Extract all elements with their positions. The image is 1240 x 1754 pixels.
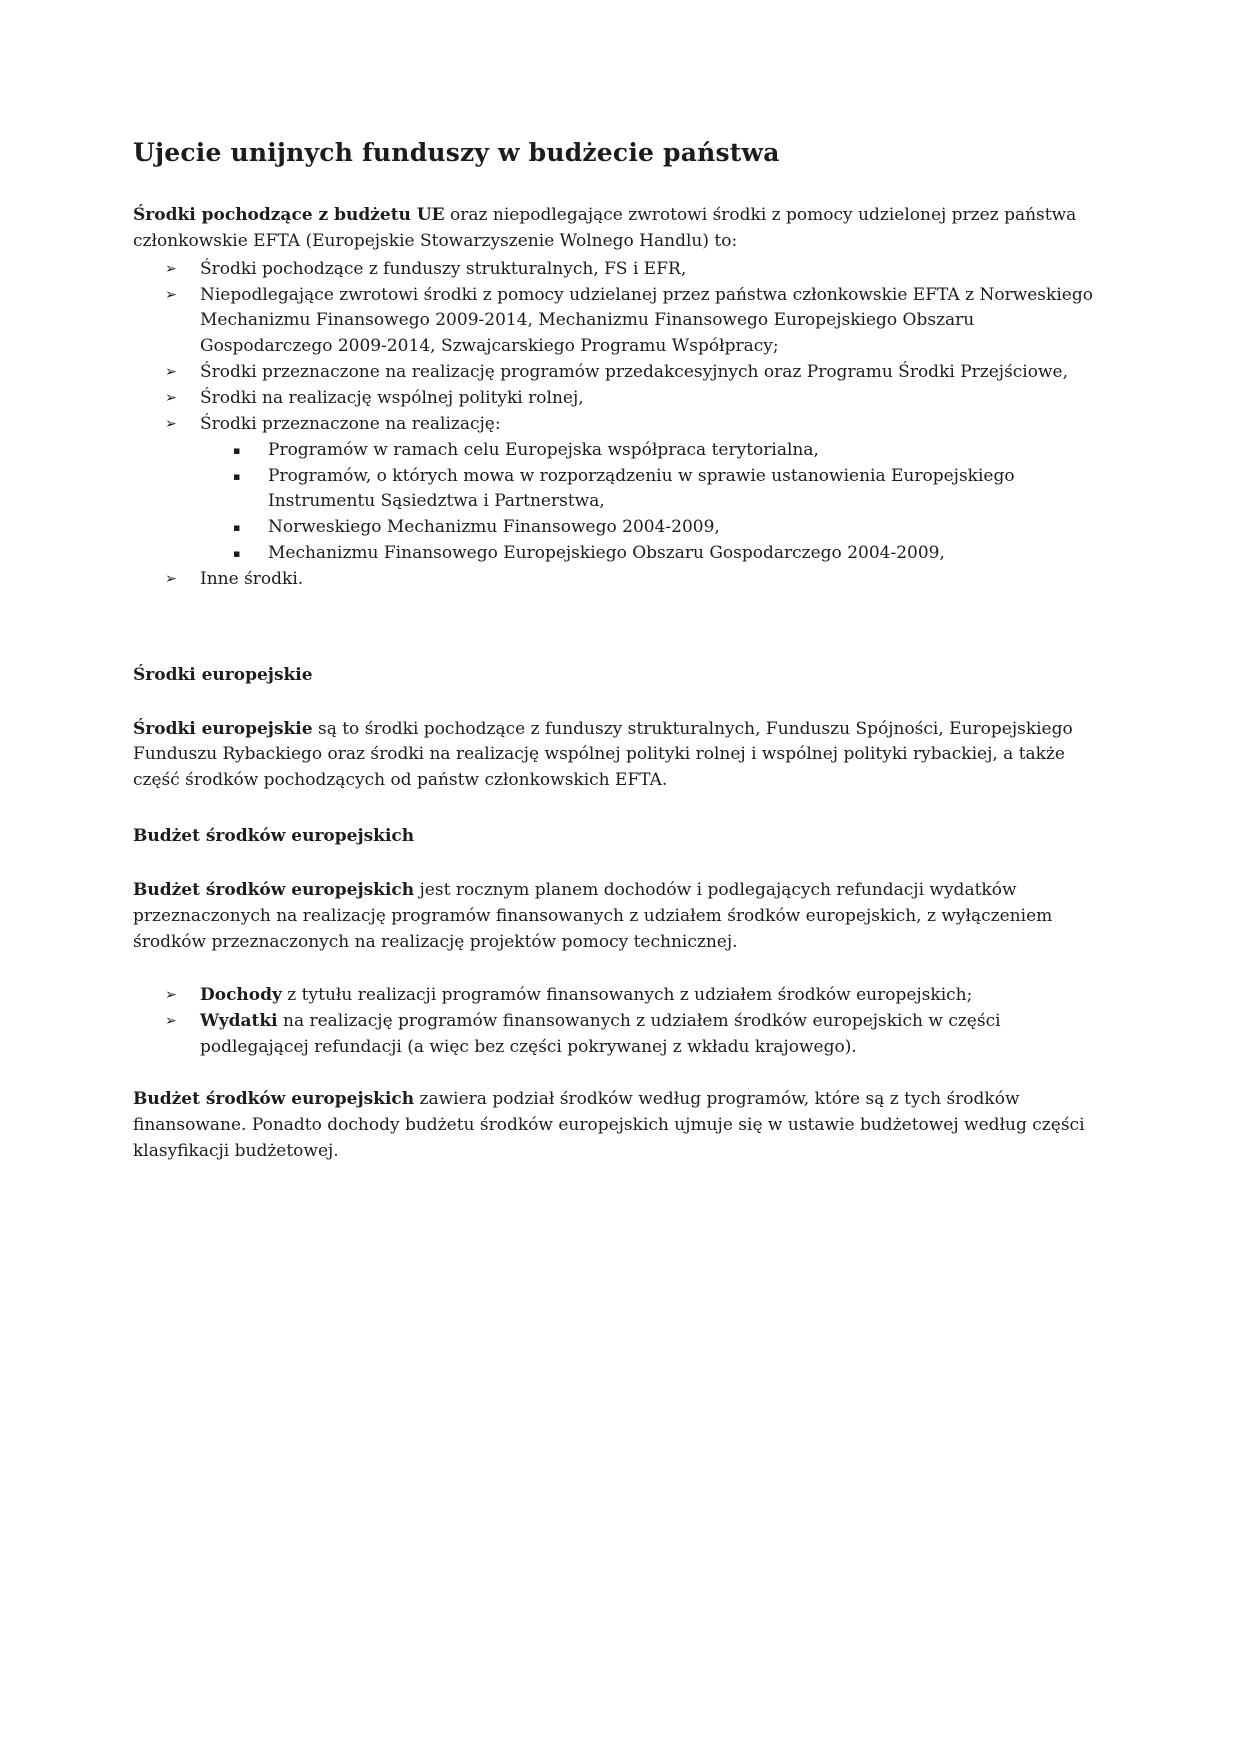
section-heading-srodki-europejskie: Środki europejskie xyxy=(133,664,313,685)
list-item-rest: z tytułu realizacji programów finansowanych z udziałem środków europejskich; xyxy=(281,985,973,1006)
arrow-bullet-icon: ➢ xyxy=(165,415,177,432)
bullet-list-secondary xyxy=(133,983,1107,1061)
list-item xyxy=(133,386,1107,412)
intro-paragraph-text: oraz niepodlegające zwrotowi środki z pomocy udzielonej przez państwa członkowskie EFTA (Europejskie Stowarzyszenie Wolnego Handlu) to: xyxy=(133,205,1077,251)
paragraph-spacer xyxy=(133,796,1107,824)
arrow-bullet-icon: ➢ xyxy=(165,260,177,277)
list-item-text: Inne środki. xyxy=(200,568,304,589)
page-title: Ujecie unijnych funduszy w budżecie państwa xyxy=(133,138,780,167)
budzet-srodkow-bold: Budżet środków europejskich xyxy=(133,879,415,900)
arrow-bullet-icon: ➢ xyxy=(165,987,177,1004)
closing-paragraph-text: zawiera podział środków według programów, które są z tych środków finansowane. Ponadto dochody budżetu środków europejskich ujmuje się w ustawie budżetowej według części klasyfikacji budżetowej. xyxy=(133,1088,1085,1161)
list-item-text: Środki pochodzące z funduszy strukturalnych, FS i EFR, xyxy=(200,258,687,279)
sub-list-item xyxy=(133,438,1107,464)
sub-list-item xyxy=(133,515,1107,541)
bullet-list-primary xyxy=(133,257,1107,593)
sub-list-item-text: Norweskiego Mechanizmu Finansowego 2004-2009, xyxy=(268,517,720,538)
arrow-bullet-icon: ➢ xyxy=(165,389,177,406)
list-item-text: Środki przeznaczone na realizację: xyxy=(200,413,501,434)
list-item-bold: Dochody xyxy=(200,985,282,1006)
intro-paragraph xyxy=(133,203,1107,255)
list-item-bold: Wydatki xyxy=(200,1011,278,1032)
section-spacer xyxy=(133,593,1107,663)
srodki-europejskie-text: są to środki pochodzące z funduszy strukturalnych, Funduszu Spójności, Europejskiego Funduszu Rybackiego oraz środki na realizację wspólnej polityki rolnej i wspólnej polityki rybackiej, a także część środków pochodzących od państw członkowskich EFTA. xyxy=(133,718,1073,791)
intro-paragraph-bold: Środki pochodzące z budżetu UE xyxy=(133,205,445,225)
list-item-text: Środki przeznaczone na realizację programów przedakcesyjnych oraz Programu Środki Przejściowe, xyxy=(200,362,1068,383)
paragraph-spacer xyxy=(133,1061,1107,1087)
srodki-europejskie-paragraph xyxy=(133,717,1107,794)
arrow-bullet-icon: ➢ xyxy=(165,570,177,587)
closing-paragraph xyxy=(133,1087,1107,1164)
sub-list-item-text: Programów w ramach celu Europejska współpraca terytorialna, xyxy=(268,439,819,460)
paragraph-spacer xyxy=(133,850,1107,878)
list-item xyxy=(133,257,1107,283)
square-bullet-icon: ▪ xyxy=(233,521,241,535)
list-item xyxy=(133,412,1107,438)
list-spacer xyxy=(133,957,1107,983)
list-item-text: Niepodlegające zwrotowi środki z pomocy udzielanej przez państwa członkowskie EFTA z Norweskiego Mechanizmu Finansowego 2009-2014, Mechanizmu Finansowego Europejskiego Obszaru Gospodarczego 2009-2014, Szwajcarskiego Programu Współpracy; xyxy=(200,284,1093,357)
section-heading-budzet-srodkow: Budżet środków europejskich xyxy=(133,826,415,847)
list-item xyxy=(133,567,1107,593)
paragraph-spacer xyxy=(133,689,1107,717)
list-item-text: Środki na realizację wspólnej polityki rolnej, xyxy=(200,387,584,408)
list-item-rest: na realizację programów finansowanych z udziałem środków europejskich w części podlegającej refundacji (a więc bez części pokrywanej z wkładu krajowego). xyxy=(200,1011,1001,1058)
srodki-europejskie-bold: Środki europejskie xyxy=(133,718,313,739)
square-bullet-icon: ▪ xyxy=(233,547,241,561)
sub-list-item-text: Programów, o których mowa w rozporządzeniu w sprawie ustanowienia Europejskiego Instrumentu Sąsiedztwa i Partnerstwa, xyxy=(268,465,1015,512)
arrow-bullet-icon: ➢ xyxy=(165,1013,177,1030)
list-item xyxy=(133,983,1107,1009)
list-item-text xyxy=(200,983,1107,1009)
list-item xyxy=(133,360,1107,386)
budzet-srodkow-text: jest rocznym planem dochodów i podlegających refundacji wydatków przeznaczonych na realizację programów finansowanych z udziałem środków europejskich, z wyłączeniem środków przeznaczonych na realizację projektów pomocy technicznej. xyxy=(133,879,1053,952)
list-item-text xyxy=(200,1009,1107,1061)
sub-list-item-text: Mechanizmu Finansowego Europejskiego Obszaru Gospodarczego 2004-2009, xyxy=(268,543,945,564)
list-item xyxy=(133,283,1107,360)
square-bullet-icon: ▪ xyxy=(233,469,241,483)
budzet-srodkow-paragraph xyxy=(133,878,1107,955)
arrow-bullet-icon: ➢ xyxy=(165,286,177,303)
square-bullet-icon: ▪ xyxy=(233,443,241,457)
sub-list-item xyxy=(133,541,1107,567)
list-item xyxy=(133,1009,1107,1061)
closing-paragraph-bold: Budżet środków europejskich xyxy=(133,1088,415,1109)
arrow-bullet-icon: ➢ xyxy=(165,364,177,381)
sub-list-item xyxy=(133,464,1107,516)
